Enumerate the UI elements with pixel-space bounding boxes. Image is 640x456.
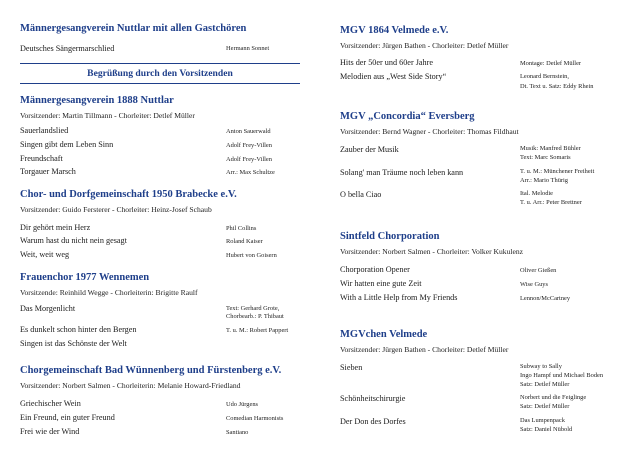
song-title: Das Morgenlicht <box>20 304 76 313</box>
song-title: With a Little Help from My Friends <box>340 293 458 302</box>
song-credit: Wise Guys <box>520 281 548 288</box>
group-title: MGV 1864 Velmede e.V. <box>340 25 449 36</box>
song-credit: Adolf Frey-Villen <box>226 142 272 149</box>
song-credit: Roland Kaiser <box>226 238 263 245</box>
song-credit: Oliver Gießen <box>520 267 557 274</box>
song-credit-line: Ital. Melodie <box>520 190 554 197</box>
group-title: Frauenchor 1977 Wennemen <box>20 272 150 283</box>
song-title: Schönheitschirurgie <box>340 394 406 403</box>
song-title: Hits der 50er und 60er Jahre <box>340 58 433 67</box>
song-credit: Phil Collins <box>226 225 257 232</box>
song-credit: Comedian Harmonists <box>226 415 284 422</box>
song-title: Sieben <box>340 363 363 372</box>
group-meta: Vorsitzender: Jürgen Bathen - Chorleiter: Detlef Müller <box>340 345 509 354</box>
song-credit-line: Das Lumpenpack <box>520 417 565 424</box>
song-title: Melodien aus „West Side Story“ <box>340 72 447 81</box>
song-title: Dir gehört mein Herz <box>20 223 91 232</box>
song-title: Torgauer Marsch <box>20 167 76 176</box>
banner-rule-top <box>20 63 300 64</box>
song-credit-line: Satz: Detlef Müller <box>520 403 570 410</box>
song-credit: Arr.: Max Schultze <box>226 169 275 176</box>
song-title: Der Don des Dorfes <box>340 417 406 426</box>
group-meta: Vorsitzender: Norbert Salmen - Chorleiter: Volker Kukulenz <box>340 247 524 256</box>
opening-title: Männergesangverein Nuttlar mit allen Gastchören <box>20 23 247 34</box>
group-meta: Vorsitzender: Jürgen Bathen - Chorleiter: Detlef Müller <box>340 41 509 50</box>
song-title: Griechischer Wein <box>20 399 81 408</box>
song-credit-line: Ingo Hampf und Michael Boden <box>520 372 604 379</box>
song-credit: Lennon/McCartney <box>520 295 571 302</box>
group-title: Chor- und Dorfgemeinschaft 1950 Brabecke e.V. <box>20 189 237 200</box>
group-meta: Vorsitzender: Martin Tillmann - Chorleiter: Detlef Müller <box>20 111 195 120</box>
song-credit: Santiano <box>226 429 249 436</box>
song-credit-line: Satz: Daniel Nübold <box>520 426 573 433</box>
song-title: Es dunkelt schon hinter den Bergen <box>20 325 137 334</box>
song-title: Solang' man Träume noch leben kann <box>340 168 464 177</box>
song-credit-line: Text: Gerhard Grote, <box>226 305 280 312</box>
opening-credit: Hermann Sonnet <box>226 45 270 52</box>
song-credit-line: T. u. M.: Münchener Freiheit <box>520 168 595 175</box>
group-title: Chorgemeinschaft Bad Wünnenberg und Fürstenberg e.V. <box>20 365 282 376</box>
group-meta: Vorsitzender: Bernd Wagner - Chorleiter: Thomas Fildhaut <box>340 127 519 136</box>
song-credit: Montage: Detlef Müller <box>520 60 582 67</box>
song-credit: Anton Sauerwald <box>226 128 271 135</box>
banner-rule-bottom <box>20 83 300 84</box>
group-title: MGV „Concordia“ Eversberg <box>340 111 475 122</box>
song-credit-line: Norbert und die Feiglinge <box>520 394 587 401</box>
song-title: Freundschaft <box>20 154 63 163</box>
group-title: Männergesangverein 1888 Nuttlar <box>20 95 174 106</box>
song-credit-line: Subway to Sally <box>520 363 562 370</box>
song-credit-line: Dt. Text u. Satz: Eddy Rhein <box>520 83 594 90</box>
song-credit: Hubert von Goisern <box>226 252 277 259</box>
group-meta: Vorsitzender: Guido Fersterer - Chorleiter: Heinz-Josef Schaub <box>20 205 212 214</box>
song-title: Singen gibt dem Leben Sinn <box>20 140 114 149</box>
song-title: Ein Freund, ein guter Freund <box>20 413 115 422</box>
group-meta: Vorsitzende: Reinhild Wegge - Chorleiterin: Brigitte Raulf <box>20 288 198 297</box>
song-credit-line: Text: Marc Somaris <box>520 154 571 161</box>
song-credit-line: Leonard Bernstein, <box>520 73 569 80</box>
banner: Begrüßung durch den Vorsitzenden <box>87 68 233 79</box>
song-title: Weit, weit weg <box>20 250 70 259</box>
song-title: Chorporation Opener <box>340 265 410 274</box>
song-credit-line: Arr.: Mario Thürig <box>520 177 568 184</box>
song-title: Wir hatten eine gute Zeit <box>340 279 422 288</box>
opening-song: Deutsches Sängermarschlied <box>20 44 115 53</box>
song-credit: T. u. M.: Robert Pappert <box>226 327 289 334</box>
song-title: Zauber der Musik <box>340 145 399 154</box>
group-meta: Vorsitzender: Norbert Salmen - Chorleiterin: Melanie Howard-Friedland <box>20 381 241 390</box>
song-credit-line: T. u. Arr.: Peter Brettner <box>520 199 582 206</box>
song-title: O bella Ciao <box>340 190 382 199</box>
song-credit-line: Chorbearb.: P. Thibaut <box>226 313 284 320</box>
group-title: Sintfeld Chorporation <box>340 231 440 242</box>
song-title: Sauerlandslied <box>20 126 69 135</box>
song-credit-line: Musik: Manfred Bühler <box>520 145 581 152</box>
group-title: MGVchen Velmede <box>340 329 428 340</box>
song-credit-line: Satz: Detlef Müller <box>520 381 570 388</box>
song-title: Frei wie der Wind <box>20 427 80 436</box>
song-title: Singen ist das Schönste der Welt <box>20 339 127 348</box>
song-credit: Udo Jürgens <box>226 401 259 408</box>
song-credit: Adolf Frey-Villen <box>226 156 272 163</box>
song-title: Warum hast du nicht nein gesagt <box>20 236 127 245</box>
